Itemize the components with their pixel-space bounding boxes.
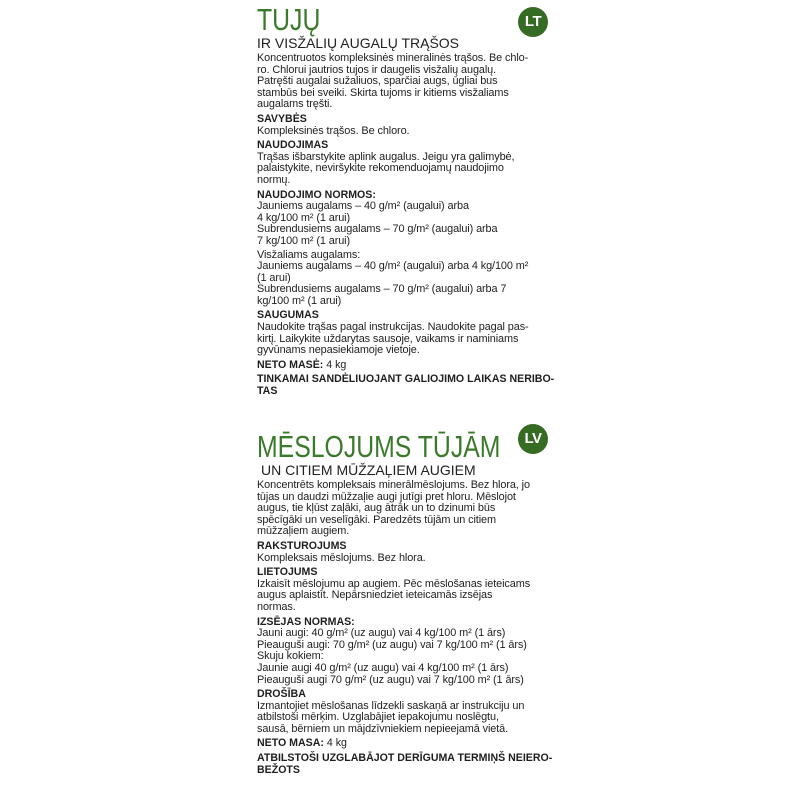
lv-section	[257, 429, 557, 776]
lt-intro-line: Patręšti augalai sužaliuos, sparčiai augs, ūgliai bus	[257, 75, 498, 88]
lt-section-line: Jauniems augalams – 40 g/m² (augalui) arba 4 kg/100 m²	[257, 260, 529, 273]
lt-section-line: 4 kg/100 m² (1 arui)	[257, 211, 351, 224]
lv-section-line: sausā, bērniem un mājdzīvniekiem nepieejamā vietā.	[257, 722, 509, 735]
lt-section-line: Subrendusiems augalams – 70 g/m² (augalui) arba	[257, 223, 498, 236]
lt-intro-line: ro. Chlorui jautrios tujos ir daugelis visžalių augalų.	[257, 63, 497, 76]
lt-storage-note: TAS	[257, 385, 278, 398]
lv-section-line: Jauni augi: 40 g/m² (uz augu) vai 4 kg/100 m² (1 ārs)	[257, 627, 506, 640]
lv-section-line: Izmantojiet mēslošanas līdzekli saskaņā ar instrukciju un	[257, 699, 525, 712]
lt-section-line: kirtį. Laikykite uždarytas sausoje, vaikams ir naminiams	[257, 332, 519, 345]
lv-section-line: Pieauguši augi 70 g/m² (uz augu) vai 7 kg/100 m² (1 ārs)	[257, 673, 524, 686]
lv-intro-line: augus, tie kļūst zaļāki, aug ātrāk un to dzinumi būs	[257, 502, 496, 515]
lt-section-heading: NAUDOJIMAS	[257, 139, 329, 152]
lv-section-heading: IZSĒJAS NORMAS:	[257, 615, 355, 628]
lv-section-heading: RAKSTUROJUMS	[257, 539, 347, 552]
lt-section-line: Trąšas išbarstykite aplink augalus. Jeigu yra galimybė,	[257, 150, 515, 163]
lt-storage-note: TINKAMAI SANDĖLIUOJANT GALIOJIMO LAIKAS NERIBO-	[257, 373, 555, 386]
lt-section-line: normų.	[257, 173, 291, 186]
lv-intro-line: Koncentrēts kompleksais minerālmēslojums. Bez hlora, jo	[257, 479, 530, 491]
lt-section	[257, 2, 557, 398]
lt-language-badge: LT	[518, 7, 548, 37]
lt-net-weight	[257, 360, 557, 372]
lv-intro-line: mūžzaļiem augiem.	[257, 525, 350, 538]
lt-section-line: Visžaliams augalams:	[257, 248, 361, 261]
lt-section-line: Subrendusiems augalams – 70 g/m² (augalui) arba 7	[257, 283, 507, 296]
lt-section-line: Naudokite trąšas pagal instrukcijas. Naudokite pagal pas-	[257, 321, 529, 334]
lv-section-line: Kompleksais mēslojums. Bez hlora.	[257, 551, 426, 564]
lv-net-weight	[257, 738, 557, 750]
lt-subtitle: IR VISŽALIŲ AUGALŲ TRĄŠOS	[257, 35, 460, 51]
lv-net-weight-label: NETO MASA:	[257, 737, 324, 750]
lv-section-line: augus aplaistīt. Nepārsniedziet ieteicamās izsējas	[257, 589, 493, 602]
lt-section-line: Kompleksinės trąšos. Be chloro.	[257, 124, 410, 137]
lt-intro-line: augalams tręšti.	[257, 98, 333, 111]
lt-section-heading: SAUGUMAS	[257, 309, 319, 322]
lt-section-line: Jauniems augalams – 40 g/m² (augalui) arba	[257, 200, 469, 213]
lv-section-line: Pieauguši augi: 70 g/m² (uz augu) vai 7 kg/100 m² (1 ārs)	[257, 638, 527, 651]
lv-section-line: Skuju kokiem:	[257, 650, 324, 663]
lt-section-line: kg/100 m² (1 arui)	[257, 294, 342, 307]
lv-section-heading: LIETOJUMS	[257, 566, 318, 579]
lv-storage-note: ATBILSTOŠI UZGLABĀJOT DERĪGUMA TERMIŅŠ NEIERO-	[257, 752, 553, 765]
lt-section-heading: NAUDOJIMO NORMOS:	[257, 188, 376, 201]
lt-intro-line: stambūs bei sveiki. Skirta tujoms ir kitiems visžaliams	[257, 86, 509, 99]
lt-title: TUJŲ	[257, 2, 321, 37]
lt-section-line: 7 kg/100 m² (1 arui)	[257, 234, 351, 247]
lv-intro-line: spēcīgāki un veselīgāki. Paredzēts tūjām un citiem	[257, 513, 496, 526]
lv-section-heading: DROŠĪBA	[257, 688, 306, 701]
lv-language-badge: LV	[518, 424, 548, 454]
lv-section-line: atbilstoši mērķim. Uzglabājiet iepakojumu noslēgtu,	[257, 711, 499, 724]
lt-section-heading: SAVYBĖS	[257, 112, 307, 125]
lv-section-line: normas.	[257, 600, 296, 613]
lt-section-line: (1 arui)	[257, 271, 291, 284]
lv-net-weight-value: 4 kg	[326, 737, 347, 750]
lv-storage-note: BEŽOTS	[257, 763, 300, 776]
lv-section-line: Jaunie augi 40 g/m² (uz augu) vai 4 kg/100 m² (1 ārs)	[257, 661, 509, 674]
lt-net-weight-label: NETO MASĖ:	[257, 358, 324, 371]
lt-content	[257, 53, 557, 398]
lv-content	[257, 480, 557, 776]
lv-subtitle: UN CITIEM MŪŽZAĻIEM AUGIEM	[261, 462, 476, 478]
lv-section-line: Izkaisīt mēslojumu ap augiem. Pēc mēslošanas ieteicams	[257, 577, 531, 590]
lt-section-line: palaistykite, neviršykite rekomenduojamų naudojimo	[257, 162, 504, 175]
lv-intro-line: tūjas un daudzi mūžzaļie augi jutīgi pret hloru. Mēslojot	[257, 490, 516, 503]
lt-section-line: gyvūnams nepasiekiamoje vietoje.	[257, 344, 420, 357]
lt-intro-line: Koncentruotos kompleksinės mineralinės trąšos. Be chlo-	[257, 52, 529, 64]
lt-net-weight-value: 4 kg	[326, 358, 347, 371]
lv-title: MĒSLOJUMS TŪJĀM	[257, 429, 501, 464]
